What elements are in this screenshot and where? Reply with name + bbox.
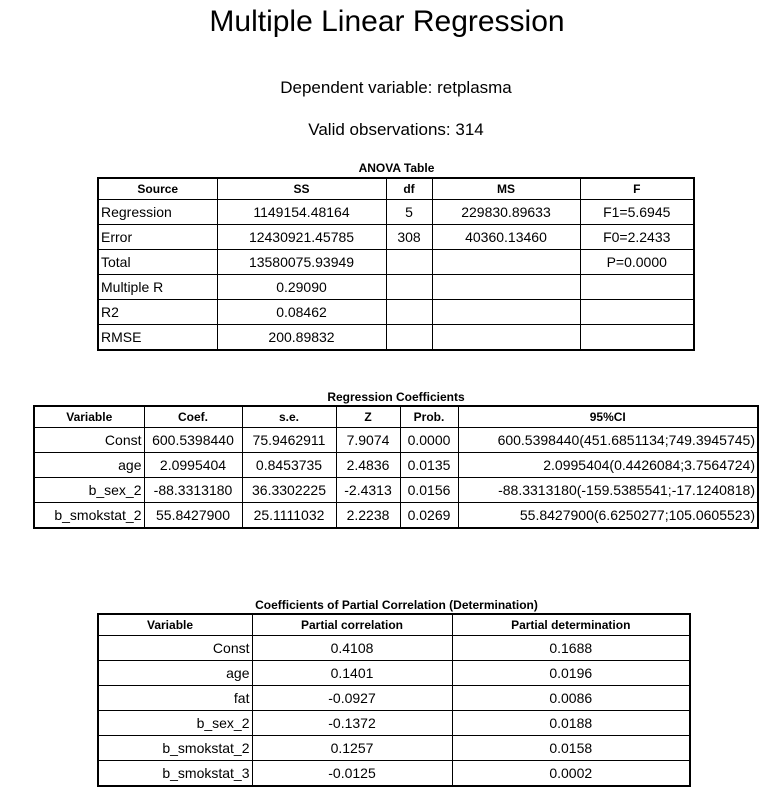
coef-cell: -88.3313180(-159.5385541;-17.1240818) <box>458 478 758 503</box>
partial-cell: 0.1257 <box>252 736 452 761</box>
anova-cell: F0=2.2433 <box>580 225 694 250</box>
partial-cell: Const <box>98 636 252 661</box>
coef-cell: -88.3313180 <box>144 478 242 503</box>
coef-cell: 0.0000 <box>400 428 458 453</box>
table-row <box>98 250 694 275</box>
coef-cell: 2.0995404 <box>144 453 242 478</box>
coef-cell: 0.0269 <box>400 503 458 529</box>
coef-header-ci: 95%CI <box>458 406 758 428</box>
anova-cell: Multiple R <box>98 275 217 300</box>
table-row <box>98 325 694 351</box>
table-row <box>34 453 758 478</box>
coef-cell: Const <box>34 428 144 453</box>
anova-cell: 308 <box>386 225 432 250</box>
table-row <box>98 300 694 325</box>
anova-cell: 1149154.48164 <box>217 200 386 225</box>
coef-cell: 600.5398440 <box>144 428 242 453</box>
table-row <box>98 636 690 661</box>
anova-cell <box>432 300 580 325</box>
coef-cell: 2.0995404(0.4426084;3.7564724) <box>458 453 758 478</box>
partial-cell: 0.4108 <box>252 636 452 661</box>
coefficients-caption: Regression Coefficients <box>327 390 465 404</box>
anova-cell: 0.08462 <box>217 300 386 325</box>
anova-header-f: F <box>580 178 694 200</box>
anova-cell: RMSE <box>98 325 217 351</box>
partial-caption: Coefficients of Partial Correlation (Determination) <box>255 598 538 612</box>
anova-header-row <box>98 178 694 200</box>
partial-cell: b_sex_2 <box>98 711 252 736</box>
coef-header-z: Z <box>336 406 400 428</box>
coef-cell: b_sex_2 <box>34 478 144 503</box>
partial-cell: -0.0125 <box>252 761 452 787</box>
anova-cell <box>580 325 694 351</box>
anova-table <box>97 177 695 351</box>
anova-cell: Error <box>98 225 217 250</box>
table-row <box>98 225 694 250</box>
anova-caption: ANOVA Table <box>358 161 435 175</box>
anova-cell: 5 <box>386 200 432 225</box>
anova-cell <box>386 275 432 300</box>
coef-cell: 600.5398440(451.6851134;749.3945745) <box>458 428 758 453</box>
partial-cell: 0.0158 <box>452 736 690 761</box>
partial-cell: 0.0188 <box>452 711 690 736</box>
anova-header-ms: MS <box>432 178 580 200</box>
anova-header-df: df <box>386 178 432 200</box>
anova-cell: 229830.89633 <box>432 200 580 225</box>
table-row <box>34 503 758 529</box>
coef-cell: 75.9462911 <box>242 428 336 453</box>
anova-cell: F1=5.6945 <box>580 200 694 225</box>
coef-header-se: s.e. <box>242 406 336 428</box>
partial-header-row <box>98 614 690 636</box>
coefficients-table <box>33 405 759 529</box>
partial-cell: 0.0196 <box>452 661 690 686</box>
partial-cell: age <box>98 661 252 686</box>
anova-cell: 40360.13460 <box>432 225 580 250</box>
table-row <box>98 711 690 736</box>
coef-cell: 7.9074 <box>336 428 400 453</box>
partial-cell: b_smokstat_3 <box>98 761 252 787</box>
anova-header-ss: SS <box>217 178 386 200</box>
partial-cell: 0.1688 <box>452 636 690 661</box>
anova-cell <box>386 325 432 351</box>
coef-cell: 2.4836 <box>336 453 400 478</box>
coef-header-prob: Prob. <box>400 406 458 428</box>
anova-cell: 0.29090 <box>217 275 386 300</box>
coef-cell: 2.2238 <box>336 503 400 529</box>
observations-label: Valid observations: 314 <box>308 120 484 139</box>
coefficients-header-row <box>34 406 758 428</box>
partial-header-correlation: Partial correlation <box>252 614 452 636</box>
coef-header-coef: Coef. <box>144 406 242 428</box>
anova-cell <box>580 275 694 300</box>
anova-cell <box>432 250 580 275</box>
anova-cell: Total <box>98 250 217 275</box>
anova-cell <box>386 250 432 275</box>
partial-cell: 0.1401 <box>252 661 452 686</box>
anova-header-source: Source <box>98 178 217 200</box>
partial-cell: -0.0927 <box>252 686 452 711</box>
partial-cell: -0.1372 <box>252 711 452 736</box>
report-title: Multiple Linear Regression <box>209 5 565 38</box>
table-row <box>34 478 758 503</box>
anova-cell <box>432 325 580 351</box>
table-row <box>34 428 758 453</box>
partial-header-determination: Partial determination <box>452 614 690 636</box>
anova-cell <box>580 300 694 325</box>
dependent-variable-label: Dependent variable: retplasma <box>280 78 512 97</box>
coef-cell: 0.0156 <box>400 478 458 503</box>
anova-cell: Regression <box>98 200 217 225</box>
partial-cell: 0.0086 <box>452 686 690 711</box>
table-row <box>98 761 690 787</box>
table-row <box>98 275 694 300</box>
partial-header-variable: Variable <box>98 614 252 636</box>
anova-cell <box>432 275 580 300</box>
anova-cell: P=0.0000 <box>580 250 694 275</box>
coef-cell: 25.1111032 <box>242 503 336 529</box>
partial-cell: 0.0002 <box>452 761 690 787</box>
anova-cell <box>386 300 432 325</box>
coef-header-variable: Variable <box>34 406 144 428</box>
coef-cell: 36.3302225 <box>242 478 336 503</box>
coef-cell: 0.8453735 <box>242 453 336 478</box>
partial-correlation-table <box>97 613 691 787</box>
table-row <box>98 200 694 225</box>
table-row <box>98 686 690 711</box>
table-row <box>98 736 690 761</box>
anova-cell: R2 <box>98 300 217 325</box>
partial-cell: b_smokstat_2 <box>98 736 252 761</box>
coef-cell: 55.8427900(6.6250277;105.0605523) <box>458 503 758 529</box>
anova-cell: 200.89832 <box>217 325 386 351</box>
coef-cell: age <box>34 453 144 478</box>
coef-cell: b_smokstat_2 <box>34 503 144 529</box>
coef-cell: -2.4313 <box>336 478 400 503</box>
coef-cell: 0.0135 <box>400 453 458 478</box>
anova-cell: 13580075.93949 <box>217 250 386 275</box>
table-row <box>98 661 690 686</box>
coef-cell: 55.8427900 <box>144 503 242 529</box>
partial-cell: fat <box>98 686 252 711</box>
anova-cell: 12430921.45785 <box>217 225 386 250</box>
